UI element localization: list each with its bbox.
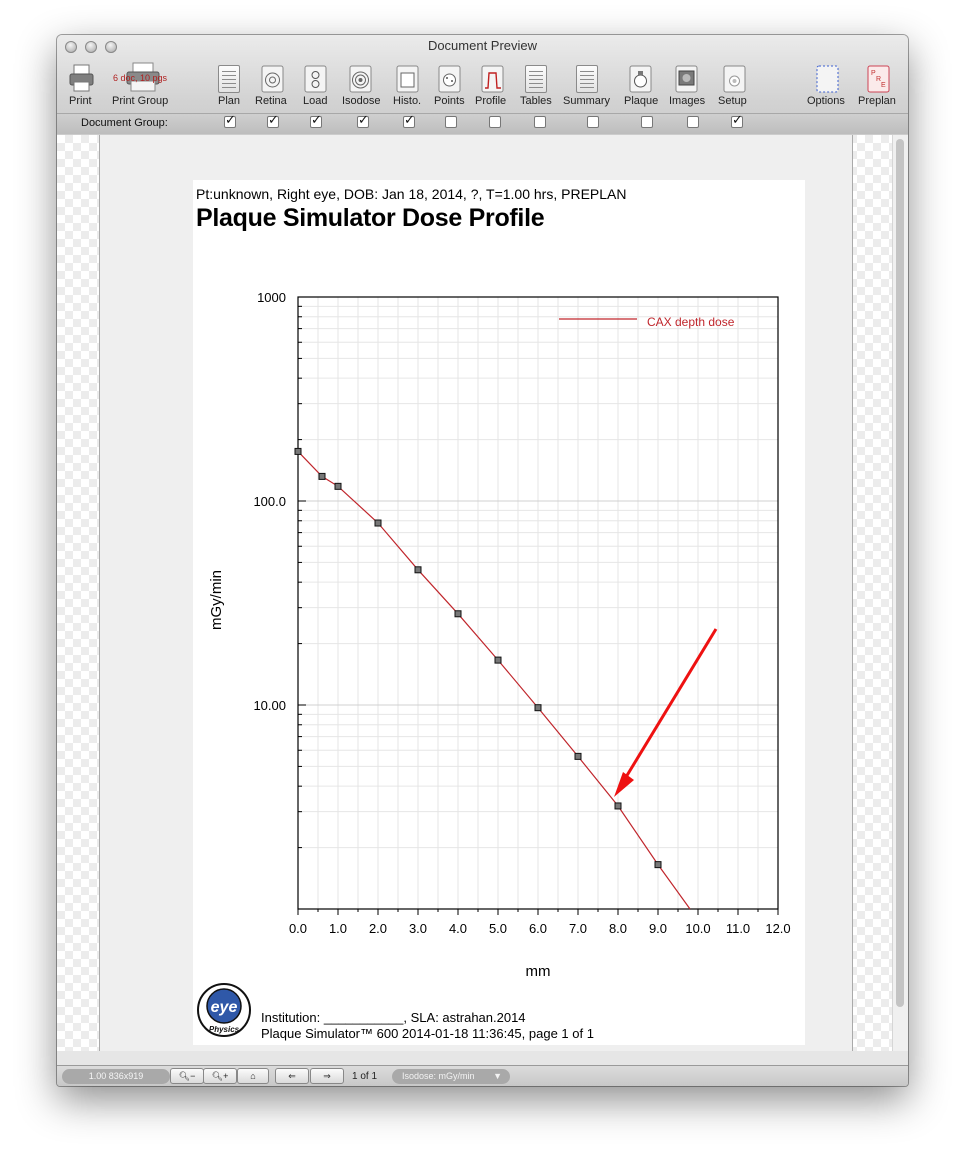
load-label: Load [303, 95, 328, 107]
print-group-badge: 6 doc, 10 pgs [113, 73, 168, 83]
x-tick-label: 3.0 [408, 921, 428, 936]
plaque-page-icon [629, 65, 653, 93]
preplan-page-icon [867, 65, 891, 93]
isodose-label: Isodose [342, 95, 381, 107]
institution-footer: Institution: ___________, SLA: astrahan.2014 [261, 1010, 526, 1025]
annotation-arrow [614, 629, 716, 797]
x-tick-label: 4.0 [448, 921, 468, 936]
x-tick-label: 10.0 [685, 921, 711, 936]
plan-label: Plan [218, 95, 241, 107]
document-page [193, 180, 805, 1045]
zoom-indicator[interactable]: 1.00 836x919 [62, 1069, 170, 1084]
x-tick-label: 11.0 [725, 921, 751, 936]
tables-page-icon [525, 65, 549, 93]
document-group-checkbox[interactable] [224, 116, 236, 128]
print-label: Print [69, 95, 92, 107]
page-title: Plaque Simulator Dose Profile [196, 204, 545, 232]
setup-page-icon [723, 65, 747, 93]
zoom-in-button[interactable]: 🔍︎+ [203, 1068, 237, 1084]
x-tick-label: 0.0 [288, 921, 308, 936]
retina-label: Retina [255, 95, 287, 107]
isodose-select-label: Isodose: mGy/min [402, 1071, 475, 1081]
zoom-out-button[interactable]: 🔍︎− [170, 1068, 204, 1084]
profile-label: Profile [475, 95, 507, 107]
data-point [455, 611, 461, 617]
images-label: Images [669, 95, 706, 107]
x-tick-label: 7.0 [568, 921, 588, 936]
document-group-checkbox[interactable] [267, 116, 279, 128]
patient-header: Pt:unknown, Right eye, DOB: Jan 18, 2014, ?, T=1.00 hrs, PREPLAN [196, 186, 627, 202]
x-tick-label: 2.0 [368, 921, 388, 936]
points-label: Points [434, 95, 465, 107]
summary-page-icon [576, 65, 600, 93]
data-point [535, 705, 541, 711]
svg-text:E: E [881, 82, 886, 89]
page-count: 1 of 1 [352, 1071, 378, 1082]
document-preview-window [57, 35, 908, 1086]
x-tick-label: 5.0 [488, 921, 508, 936]
data-point [495, 657, 501, 663]
next-page-button[interactable]: ⇒ [310, 1068, 344, 1084]
status-bar [57, 1065, 908, 1086]
x-tick-label: 9.0 [648, 921, 668, 936]
document-group-checkbox[interactable] [445, 116, 457, 128]
window-title: Document Preview [427, 38, 538, 53]
preview-scroll-area[interactable] [57, 135, 908, 1051]
vertical-scrollbar[interactable] [892, 135, 908, 1051]
y-tick-label: 1000 [257, 290, 286, 305]
document-group-checkbox[interactable] [587, 116, 599, 128]
data-point [655, 862, 661, 868]
preplan-label: Preplan [858, 95, 896, 107]
data-point [415, 567, 421, 573]
document-group-checkbox[interactable] [731, 116, 743, 128]
data-point [295, 448, 301, 454]
points-page-icon [438, 65, 462, 93]
y-tick-label: 100.0 [253, 494, 286, 509]
previous-page-button[interactable]: ⇐ [275, 1068, 309, 1084]
svg-text:P: P [871, 70, 876, 77]
retina-page-icon [261, 65, 285, 93]
x-tick-label: 6.0 [528, 921, 548, 936]
profile-page-icon [481, 65, 505, 93]
logo-subtext: Physics [208, 1025, 240, 1034]
isodose-page-icon [349, 65, 373, 93]
series-line-cax-depth-dose [298, 451, 690, 909]
eye-physics-logo [196, 982, 252, 1038]
document-group-label: Document Group: [81, 117, 168, 129]
dose-profile-chart [193, 180, 805, 990]
document-group-checkbox[interactable] [534, 116, 546, 128]
document-group-checkbox[interactable] [489, 116, 501, 128]
software-footer: Plaque Simulator™ 600 2014-01-18 11:36:45, page 1 of 1 [261, 1026, 594, 1041]
x-tick-label: 8.0 [608, 921, 628, 936]
histogram-page-icon [396, 65, 420, 93]
setup-label: Setup [718, 95, 747, 107]
document-group-checkbox[interactable] [687, 116, 699, 128]
document-group-checkbox[interactable] [403, 116, 415, 128]
document-group-checkbox[interactable] [641, 116, 653, 128]
title-bar [57, 35, 908, 148]
options-label: Options [807, 95, 845, 107]
x-tick-label: 1.0 [328, 921, 348, 936]
y-tick-label: 10.00 [253, 698, 286, 713]
printer-icon [67, 63, 97, 93]
home-button[interactable]: ⌂ [237, 1068, 269, 1084]
images-page-icon [675, 65, 699, 93]
logo-text: eye [210, 999, 238, 1016]
data-point [615, 803, 621, 809]
histo-label: Histo. [393, 95, 422, 107]
document-group-checkbox[interactable] [357, 116, 369, 128]
chevron-down-icon: ▼ [493, 1071, 502, 1081]
plaque-label: Plaque [624, 95, 659, 107]
data-point [319, 473, 325, 479]
data-point [575, 753, 581, 759]
x-tick-label: 12.0 [765, 921, 791, 936]
print-group-label: Print Group [112, 95, 169, 107]
document-group-bar [57, 113, 908, 134]
scroll-thumb[interactable] [896, 139, 904, 1007]
options-page-icon [816, 65, 840, 93]
data-point [335, 483, 341, 489]
plan-page-icon [218, 65, 242, 93]
legend-label: CAX depth dose [647, 315, 735, 329]
summary-label: Summary [563, 95, 611, 107]
isodose-units-select[interactable] [392, 1069, 510, 1084]
x-axis-label: mm [525, 963, 551, 980]
load-page-icon [304, 65, 328, 93]
tables-label: Tables [520, 95, 552, 107]
y-axis-label: mGy/min [208, 570, 225, 630]
document-group-checkbox[interactable] [310, 116, 322, 128]
svg-text:R: R [876, 76, 882, 83]
data-point [375, 520, 381, 526]
